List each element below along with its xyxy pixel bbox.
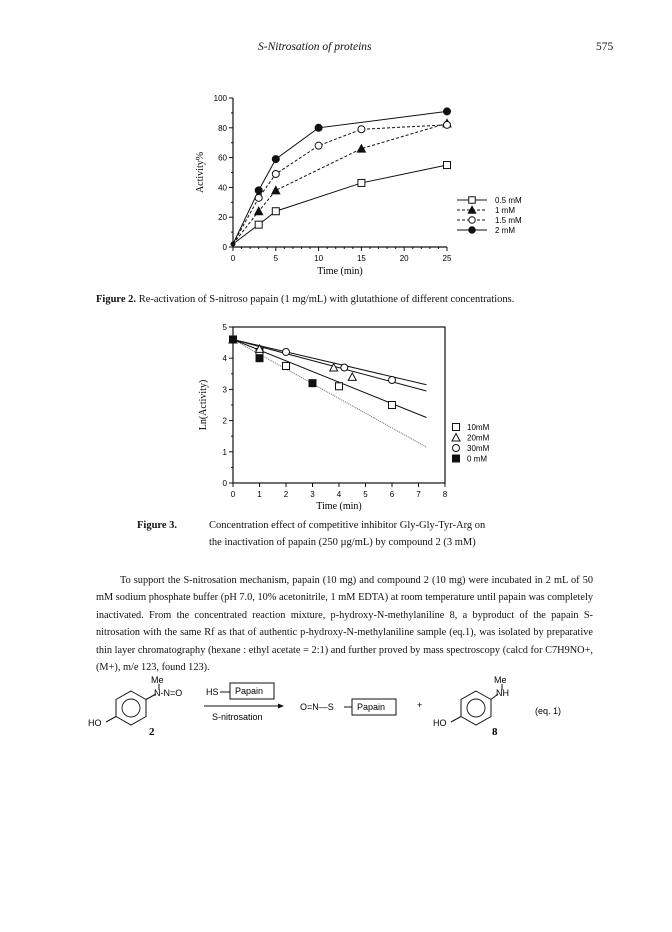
reaction-scheme [86,675,586,788]
body-paragraph: To support the S-nitrosation mechanism, papain (10 mg) and compound 2 (10 mg) were incubated in 2 mL of 50 mM sodium phosphate buffer (pH 7.0, 10% acetonitrile, 1 mM EDTA) at room temperature until papain was completely inactivated. From the concentrated reaction mixture, p-hydroxy-N-methylaniline 8, a byproduct of the papain S-nitrosation with the same Rf as that of authentic p-hydroxy-N-methylaniline sample (eq.1), was isolated by preparative thin layer chromatography (hexane : ethyl acetate = 2:1) and further proved by mass spectroscopy (calcd for C7H9NO+, (M+), m/e 123, found 123). [96,575,593,674]
legend-marker [453,424,460,431]
series-line [233,111,447,244]
legend-marker [469,217,476,224]
x-tick-label: 6 [389,490,395,499]
x-tick-label: 0 [230,490,236,499]
data-point [341,364,348,371]
data-point [444,121,451,128]
x-tick-label: 5 [363,490,368,499]
data-point [315,142,322,149]
y-tick-label: 80 [218,123,227,133]
legend-label: 0 mM [467,454,487,464]
product2-ho: HO [433,718,447,728]
data-point [444,108,451,115]
product2-benzene-ring [461,691,491,725]
legend-label: 2 mM [495,226,515,235]
data-point [309,380,316,387]
x-tick-label: 15 [356,254,366,263]
x-tick-label: 2 [283,490,289,499]
figure3-legend [452,423,490,464]
legend-label: 0.5 mM [495,196,522,205]
y-tick-label: 2 [222,416,227,426]
y-tick-label: 0 [222,243,227,252]
plus-sign: + [417,700,423,710]
figure2-axes [195,94,452,277]
data-point [348,373,356,381]
data-point-origin [231,242,235,246]
x-tick-label: 3 [310,490,315,499]
y-axis-label: Ln(Activity) [198,379,209,431]
figure2-markers [231,108,451,246]
equation-label: (eq. 1) [535,706,562,716]
product1-prefix: O=N—S [300,702,334,712]
y-tick-label: 5 [222,323,227,332]
product2-bond-ho [451,717,461,723]
series-line [233,125,447,244]
reaction-arrowhead [278,704,284,709]
x-tick-label: 1 [257,490,262,499]
legend-label: 1 mM [495,206,515,215]
reactant-benzene-ring [116,691,146,725]
legend-marker [452,434,460,442]
plot-frame [233,327,445,483]
reactant-bond-ho [106,717,116,723]
legend-label: 30mM [467,444,490,453]
fit-line [233,339,426,390]
figure2-legend [457,196,522,235]
data-point [256,355,263,362]
product2-nh: NH [496,688,509,698]
legend-label: 10mM [467,423,490,432]
legend-label: 20mM [467,433,490,443]
figure2-series-lines [233,111,447,244]
data-point [283,363,290,370]
x-axis-label: Time (min) [317,266,363,277]
reactant-ho: HO [88,718,102,728]
legend-marker [469,197,476,204]
y-tick-label: 20 [218,213,227,223]
figure3-caption-line1: Concentration effect of competitive inhibitor Gly-Gly-Tyr-Arg on [209,520,486,531]
x-axis-label: Time (min) [316,501,362,512]
running-head: S-Nitrosation of proteins [258,41,372,53]
reagent-hs: HS [206,687,219,697]
data-point [255,194,262,201]
figure3-axes [198,323,448,512]
data-point [389,377,396,384]
arrow-label: S-nitrosation [212,712,263,722]
y-tick-label: 0 [222,479,227,488]
y-axis-label: Activity% [195,151,206,194]
y-tick-label: 4 [222,354,227,364]
data-point [358,179,365,186]
reactant-nno: N-N=O [154,688,183,698]
product2-me: Me [494,675,507,685]
series-line [233,165,447,244]
x-tick-label: 25 [442,254,452,263]
x-tick-label: 20 [399,254,409,263]
figure3-chart [185,320,515,512]
data-point [315,124,322,131]
legend-label: 1.5 mM [495,216,522,225]
legend-marker [453,445,460,452]
x-tick-label: 7 [416,490,421,499]
x-tick-label: 0 [230,254,236,263]
figure2-chart [185,88,522,283]
y-tick-label: 60 [218,153,227,163]
data-point [358,126,365,133]
data-point [336,383,343,390]
reagent-papain: Papain [235,686,264,696]
data-point [255,221,262,228]
legend-marker [453,455,460,462]
product1-papain: Papain [357,702,386,712]
data-point [272,208,279,215]
figure2-caption-text: Re-activation of S-nitroso papain (1 mg/mL) with glutathione of different concentrations. [138,294,515,305]
data-point [230,336,237,343]
body-text [96,572,593,676]
reactant-label: 2 [149,726,155,738]
data-point [283,348,290,355]
x-tick-label: 5 [273,254,279,263]
x-tick-label: 4 [336,490,342,499]
reactant-me: Me [151,675,164,685]
x-tick-label: 8 [442,490,448,499]
page-number: 575 [596,41,614,53]
x-tick-label: 10 [314,254,324,263]
y-tick-label: 40 [218,183,227,193]
product2-aromatic-circle [467,699,485,717]
series-line [233,123,447,244]
data-point [389,402,396,409]
data-point [272,156,279,163]
y-tick-label: 100 [213,94,227,103]
data-point [255,187,262,194]
figure2-caption-label: Figure 2. [96,294,137,305]
y-tick-label: 3 [222,385,227,395]
data-point [272,170,279,177]
data-point [272,186,280,194]
figure3-caption-label: Figure 3. [137,520,178,531]
data-point [444,162,451,169]
legend-marker [469,227,476,234]
product2-label: 8 [492,726,498,738]
reactant-aromatic-circle [122,699,140,717]
y-tick-label: 1 [222,447,227,457]
figure3-caption-line2: the inactivation of papain (250 µg/mL) by compound 2 (3 mM) [209,537,476,548]
figure2-caption [96,293,596,306]
data-point [357,145,365,153]
